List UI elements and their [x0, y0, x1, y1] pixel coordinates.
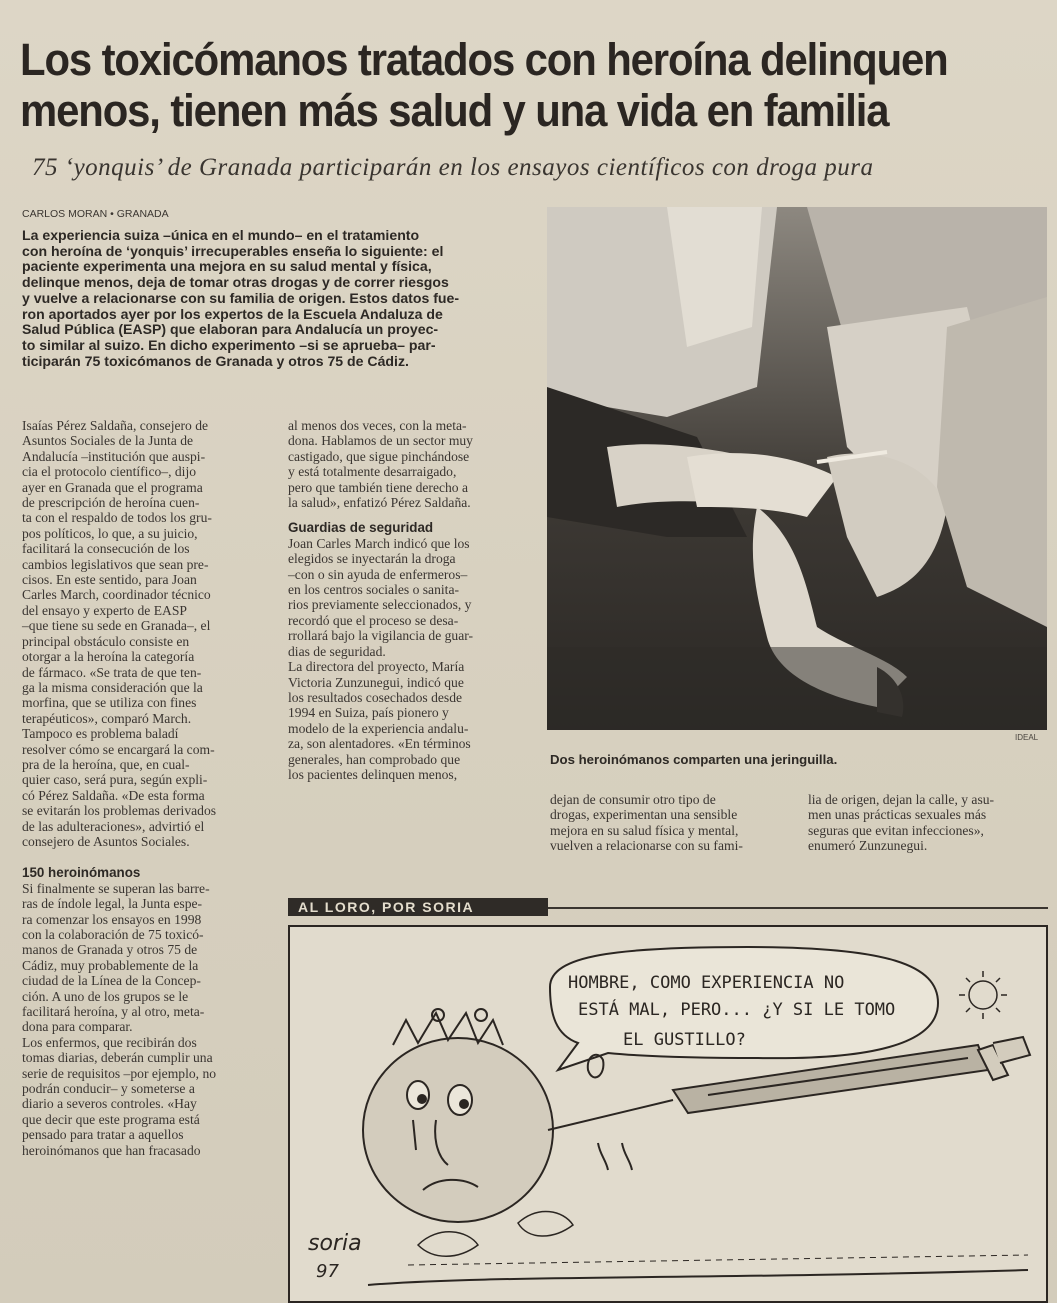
subheadline: 75 ‘yonquis’ de Granada participarán en los ensayos científicos con droga pura: [32, 154, 874, 181]
text-line: otorgar a la heroína la categoría: [22, 649, 195, 665]
text-line: rios previamente seleccionados, y: [288, 597, 472, 613]
text-line: consejero de Asuntos Sociales.: [22, 833, 190, 849]
headline-line: Los toxicómanos tratados con heroína delinquen: [20, 34, 948, 85]
speech-line: EL GUSTILLO?: [623, 1030, 746, 1050]
text-line: y está totalmente desarraigado,: [288, 464, 457, 480]
text-line: La directora del proyecto, María: [288, 659, 465, 675]
text-line: cisos. En este sentido, para Joan: [22, 572, 197, 588]
text-line: diario a severos controles. «Hay: [22, 1096, 197, 1112]
lead-line: to similar al suizo. En dicho experimento –si se aprueba– par-: [22, 336, 436, 353]
text-line: Los enfermos, que recibirán dos: [22, 1034, 197, 1050]
text-line: morfina, que se utiliza con fines: [22, 695, 197, 711]
text-line: ayer en Granada que el programa: [22, 479, 203, 495]
text-line: men unas prácticas sexuales más: [808, 807, 987, 823]
text-line: dejan de consumir otro tipo de: [550, 792, 716, 807]
text-line: Tampoco es problema baladí: [22, 726, 179, 742]
text-line: recordó que el proceso se desa-: [288, 612, 459, 628]
text-line: dias de seguridad.: [288, 643, 386, 659]
text-line: Si finalmente se superan las barre-: [22, 880, 210, 896]
text-line: de prescripción de heroína cuen-: [22, 495, 200, 511]
text-line: rrollará bajo la vigilancia de guar-: [288, 628, 474, 644]
cartoon-signature: soria: [308, 1231, 362, 1256]
text-line: al menos dos veces, con la meta-: [288, 418, 467, 433]
divider: [548, 907, 1048, 909]
article-column-2: [288, 418, 533, 782]
text-line: –que tiene su sede en Granada–, el: [22, 618, 211, 634]
headline: [20, 34, 978, 136]
text-line: pero que también tiene derecho a: [288, 479, 469, 495]
text-line: facilitará la consecución de los: [22, 541, 190, 557]
text-line: terapéuticos», comparó March.: [22, 710, 192, 726]
text-line: quier caso, será pura, según expli-: [22, 772, 208, 788]
speech-line: HOMBRE, COMO EXPERIENCIA NO: [568, 973, 845, 993]
text-line: se evitarán los problemas derivados: [22, 803, 217, 819]
text-line: Asuntos Sociales de la Junta de: [22, 433, 194, 449]
lead-paragraph: [22, 228, 532, 369]
cartoon-section-label: AL LORO, POR SORIA: [288, 898, 548, 916]
lead-line: Salud Pública (EASP) que elaboran para Andalucía un proyec-: [22, 321, 439, 338]
lead-line: ron aportados ayer por los expertos de la Escuela Andaluza de: [22, 305, 443, 322]
text-line: la salud», enfatizó Pérez Saldaña.: [288, 495, 471, 511]
cartoon-year: 97: [316, 1261, 339, 1282]
text-line: Isaías Pérez Saldaña, consejero de: [22, 418, 209, 433]
text-line: principal obstáculo consiste en: [22, 633, 190, 649]
text-line: tomas diarias, deberán cumplir una: [22, 1050, 213, 1066]
text-line: 1994 en Suiza, país pionero y: [288, 705, 449, 721]
article-column-3: [550, 792, 790, 854]
text-line: modelo de la experiencia andalu-: [288, 720, 469, 736]
lead-line: paciente experimenta una mejora en su salud mental y física,: [22, 258, 432, 275]
text-line: pensado para tratar a aquellos: [22, 1127, 184, 1143]
editorial-cartoon: [288, 925, 1048, 1303]
text-line: dona. Hablamos de un sector muy: [288, 433, 473, 449]
text-line: dona para comparar.: [22, 1019, 133, 1035]
headline-line: menos, tienen más salud y una vida en familia: [20, 85, 889, 136]
text-line: ciudad de la Línea de la Concep-: [22, 973, 201, 989]
text-line: ta con el respaldo de todos los gru-: [22, 510, 212, 526]
text-line: de las adulteraciones», advirtió el: [22, 818, 205, 834]
text-line: facilitará heroína, y al otro, meta-: [22, 1004, 205, 1020]
text-line: resolver cómo se encargará la com-: [22, 741, 215, 757]
text-line: za, son alentadores. «En términos: [288, 736, 471, 752]
text-line: cia el protocolo científico–, dijo: [22, 464, 197, 480]
text-line: que decir que este programa está: [22, 1111, 200, 1127]
text-line: vuelven a relacionarse con su fami-: [550, 838, 743, 854]
lead-line: ticiparán 75 toxicómanos de Granada y otros 75 de Cádiz.: [22, 352, 409, 369]
text-line: manos de Granada y otros 75 de: [22, 942, 198, 958]
text-line: drogas, experimentan una sensible: [550, 807, 738, 823]
byline: CARLOS MORAN • GRANADA: [22, 208, 169, 220]
text-line: los pacientes delinquen menos,: [288, 766, 458, 782]
section-subhead: Guardias de seguridad: [288, 520, 434, 536]
text-line: ga la misma consideración que la: [22, 679, 203, 695]
article-column-1: [22, 418, 272, 1158]
text-line: Cádiz, muy probablemente de la: [22, 957, 199, 973]
photo-credit: IDEAL: [1015, 733, 1039, 742]
text-line: los resultados cosechados desde: [288, 689, 463, 705]
text-line: Victoria Zunzunegui, indicó que: [288, 674, 464, 690]
text-line: castigado, que sigue pinchándose: [288, 448, 470, 464]
text-line: Joan Carles March indicó que los: [288, 535, 470, 551]
lead-line: La experiencia suiza –única en el mundo– en el tratamiento: [22, 227, 420, 243]
section-subhead: 150 heroinómanos: [22, 865, 141, 881]
text-line: pos políticos, lo que, a su juicio,: [22, 525, 198, 541]
photo-caption: Dos heroinómanos comparten una jeringuilla.: [550, 752, 838, 767]
article-column-4: [808, 792, 1048, 854]
lead-line: con heroína de ‘yonquis’ irrecuperables enseña lo siguiente: el: [22, 242, 444, 259]
text-line: –con o sin ayuda de enfermeros–: [288, 566, 468, 582]
text-line: Andalucía –institución que auspi-: [22, 448, 206, 464]
lead-line: y vuelve a relacionarse con su familia de origen. Estos datos fue-: [22, 289, 460, 306]
text-line: ción. A uno de los grupos se le: [22, 988, 189, 1004]
text-line: de fármaco. «Se trata de que ten-: [22, 664, 202, 680]
news-photo: [547, 207, 1047, 730]
text-line: con la colaboración de 75 toxicó-: [22, 927, 204, 942]
lead-line: delinque menos, deja de tomar otras drogas y de correr riesgos: [22, 274, 449, 291]
text-line: serie de requisitos –por ejemplo, no: [22, 1065, 217, 1081]
text-line: ras de índole legal, la Junta espe-: [22, 896, 203, 912]
text-line: heroinómanos que han fracasado: [22, 1142, 201, 1158]
text-line: ra comenzar los ensayos en 1998: [22, 911, 202, 927]
text-line: enumeró Zunzunegui.: [808, 838, 928, 854]
text-line: generales, han comprobado que: [288, 751, 461, 767]
text-line: seguras que evitan infecciones»,: [808, 822, 984, 838]
text-line: en los centros sociales o sanita-: [288, 582, 460, 598]
text-line: có Pérez Saldaña. «De esta forma: [22, 787, 205, 803]
speech-line: ESTÁ MAL, PERO... ¿Y SI LE TOMO: [578, 1000, 896, 1020]
text-line: podrán conducir– y someterse a: [22, 1081, 195, 1097]
text-line: elegidos se inyectarán la droga: [288, 551, 456, 567]
text-line: del ensayo y experto de EASP: [22, 602, 187, 618]
text-line: lia de origen, dejan la calle, y asu-: [808, 792, 995, 807]
text-line: cambios legislativos que sean pre-: [22, 556, 209, 572]
text-line: pra de la heroína, que, en cual-: [22, 756, 190, 772]
text-line: Carles March, coordinador técnico: [22, 587, 211, 603]
text-line: mejora en su salud física y mental,: [550, 822, 739, 838]
